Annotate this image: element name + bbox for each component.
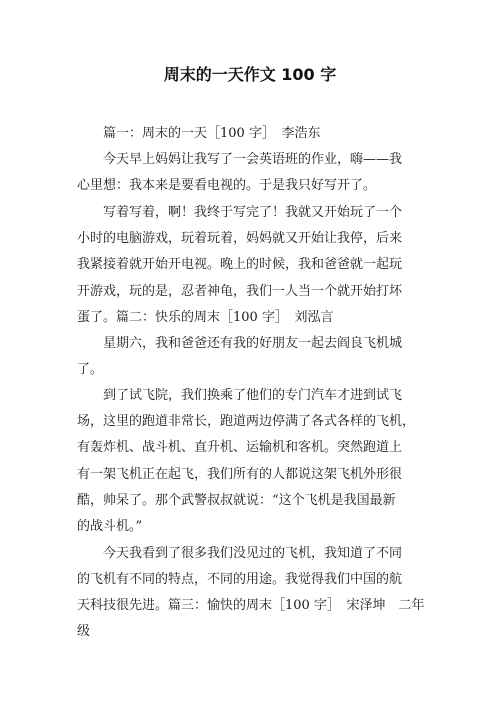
text-line: 级 [77, 624, 91, 639]
text-line: 今天我看到了很多我们没见过的飞机，我知道了不同 [103, 546, 403, 561]
text-line: 酷，帅呆了。那个武警叔叔就说：“这个飞机是我国最新 [77, 493, 396, 508]
text-line: 篇一：周末的一天［100 字］ 李浩东 [103, 126, 321, 141]
text-line: 心里想：我本来是要看电视的。于是我只好写开了。 [77, 178, 377, 193]
text-line: 到了试飞院，我们换乘了他们的专门汽车才进到试飞 [103, 388, 403, 403]
text-line: 蛋了。篇二：快乐的周末［100 字］ 刘泓言 [77, 310, 334, 325]
text-line: 开游戏，玩的是，忍者神龟，我们一人当一个就开始打坏 [77, 284, 403, 299]
text-line: 天科技很先进。篇三：愉快的周末［100 字］ 宋泽坤 二年 [77, 598, 425, 613]
text-line: 星期六，我和爸爸还有我的好朋友一起去阎良飞机城 [103, 336, 403, 351]
text-line: 的战斗机。” [77, 519, 143, 534]
document-title: 周末的一天作文 100 字 [163, 65, 337, 84]
text-line: 了。 [77, 362, 104, 377]
text-line: 场，这里的跑道非常长，跑道两边停满了各式各样的飞机， [77, 414, 416, 429]
text-line: 有轰炸机、战斗机、直升机、运输机和客机。突然跑道上 [77, 440, 403, 455]
text-line: 的飞机有不同的特点，不同的用途。我觉得我们中国的航 [77, 572, 403, 587]
text-line: 我紧接着就开始开电视。晚上的时候，我和爸爸就一起玩 [77, 257, 403, 272]
text-line: 有一架飞机正在起飞，我们所有的人都说这架飞机外形很 [77, 467, 403, 482]
text-line: 今天早上妈妈让我写了一会英语班的作业，嗨——我 [103, 152, 403, 167]
text-line: 写着写着，啊！我终于写完了！我就又开始玩了一个 [103, 205, 403, 220]
text-line: 小时的电脑游戏，玩着玩着，妈妈就又开始让我停，后来 [77, 231, 403, 246]
